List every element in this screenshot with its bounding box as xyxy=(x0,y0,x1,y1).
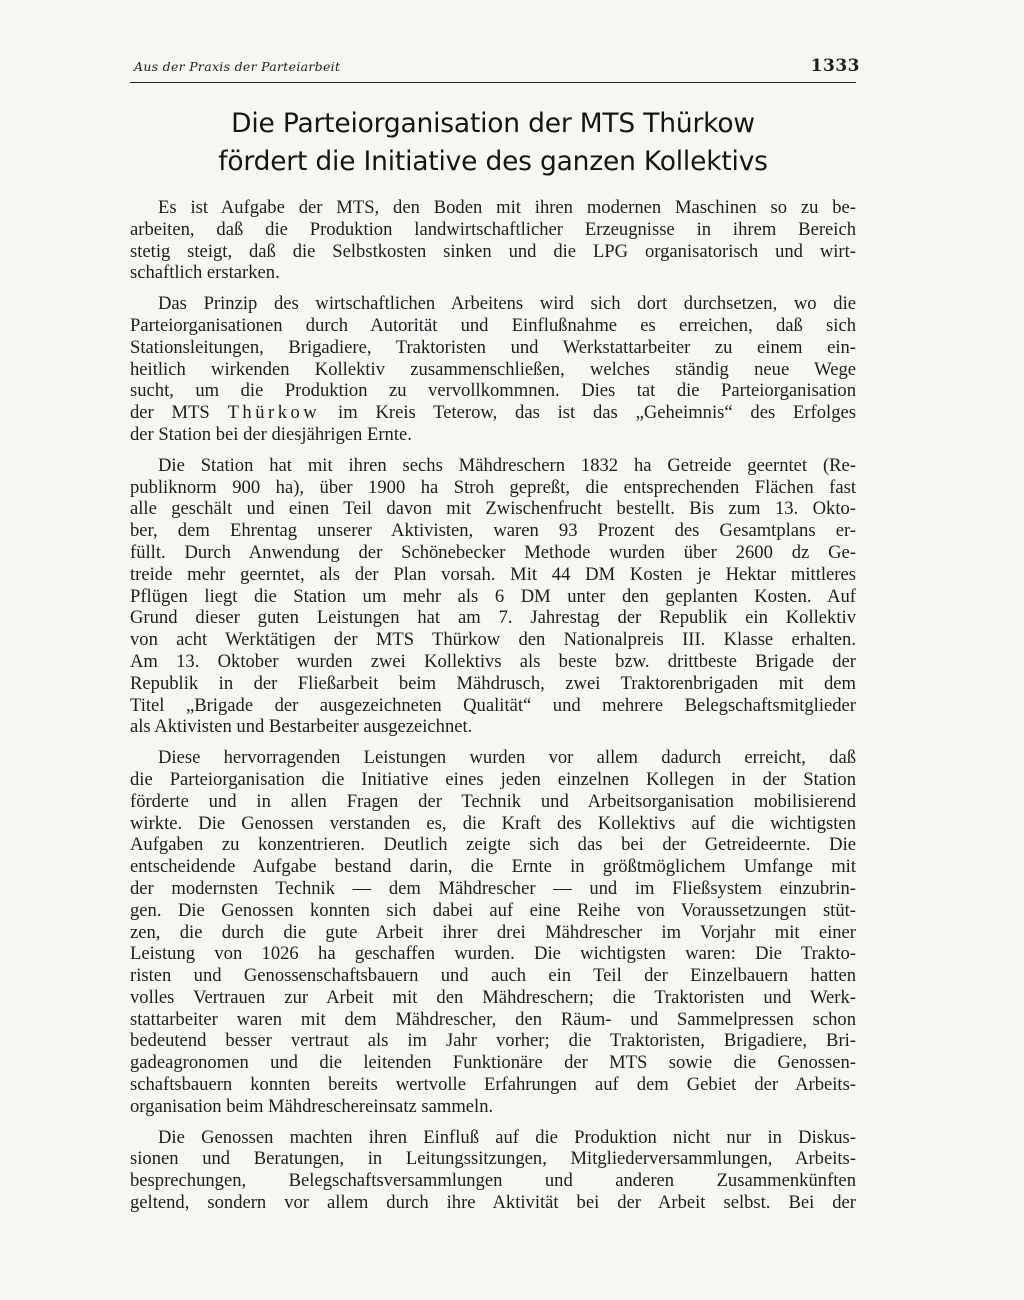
text-line: entscheidende Aufgabe bestand darin, die Ernte in größtmöglichem Umfange mit xyxy=(130,856,856,878)
section-label: Aus der Praxis der Parteiarbeit xyxy=(134,59,341,74)
text-line: ber, dem Ehrentag unserer Aktivisten, waren 93 Prozent des Gesamtplans er- xyxy=(130,520,856,542)
text-line: Es ist Aufgabe der MTS, den Boden mit ihren modernen Maschinen so zu be- xyxy=(158,197,856,218)
text-line: Die Station hat mit ihren sechs Mähdreschern 1832 ha Getreide geerntet (Re- xyxy=(158,454,856,476)
text-line: Stationsleitungen, Brigadiere, Traktoristen und Werkstattarbeiter zu einem ein- xyxy=(130,336,856,358)
text-segment: der MTS xyxy=(130,402,210,424)
text-line: Grund dieser guten Leistungen hat am 7. Jahrestag der Republik ein Kollektiv xyxy=(130,607,856,629)
paragraph-1 xyxy=(130,197,856,284)
paragraph-2 xyxy=(130,293,856,446)
text-line: organisation beim Mähdreschereinsatz sammeln. xyxy=(130,1095,494,1117)
article-title xyxy=(130,105,856,181)
text-line: die Parteiorganisation die Initiative eines jeden einzelnen Kollegen in der Station xyxy=(130,768,856,790)
text-line: sionen und Beratungen, in Leitungssitzungen, Mitgliederversammlungen, Arbeits- xyxy=(130,1148,856,1170)
text-line: Diese hervorragenden Leistungen wurden vor allem dadurch erreicht, daß xyxy=(158,747,856,769)
text-line: schaftlich erstarken. xyxy=(130,262,280,284)
paragraph-4 xyxy=(130,747,856,1118)
text-line: risten und Genossenschaftsbauern und auch ein Teil der Einzelbauern hatten xyxy=(130,965,856,987)
text-line: volles Vertrauen zur Arbeit mit den Mähdreschern; die Traktoristen und Werk- xyxy=(130,986,856,1008)
text-line: stattarbeiter waren mit dem Mähdrescher, den Räum- und Sammelpressen schon xyxy=(130,1008,856,1030)
text-line: Pflügen liegt die Station um mehr als 6 DM unter den geplanten Kosten. Auf xyxy=(130,585,856,607)
text-line: Das Prinzip des wirtschaftlichen Arbeitens wird sich dort durchsetzen, wo die xyxy=(158,293,856,315)
text-line: alle geschält und einen Teil davon mit Zwischenfrucht bestellt. Bis zum 13. Okto- xyxy=(130,498,856,520)
text-line: Am 13. Oktober wurden zwei Kollektivs als beste bzw. drittbeste Brigade der xyxy=(130,650,856,672)
text-line: Titel „Brigade der ausgezeichneten Qualität“ und mehrere Belegschaftsmitglieder xyxy=(130,694,856,716)
text-line: von acht Werktätigen der MTS Thürkow den Nationalpreis III. Klasse erhalten. xyxy=(130,629,856,651)
paragraph-3 xyxy=(130,455,856,738)
text-line: gadeagronomen und die leitenden Funktionäre der MTS sowie die Genossen- xyxy=(130,1052,856,1074)
text-line: der Station bei der diesjährigen Ernte. xyxy=(130,423,412,445)
text-segment: im Kreis Teterow, das ist das „Geheimnis“ des Erfolges xyxy=(338,402,856,424)
text-line: wirkte. Die Genossen verstanden es, die Kraft des Kollektivs auf die wichtigsten xyxy=(130,812,856,834)
article-body xyxy=(130,197,856,1214)
text-line: bedeutend besser vertraut als im Jahr vorher; die Traktoristen, Brigadiere, Bri- xyxy=(130,1030,856,1052)
text-line: Aufgaben zu konzentrieren. Deutlich zeigte sich das bei der Getreideernte. Die xyxy=(130,834,856,856)
text-line: heitlich wirkenden Kollektiv zusammenschließen, welches ständig neue Wege xyxy=(130,358,856,380)
spaced-place-name: Thürkow xyxy=(227,402,321,424)
paragraph-5 xyxy=(130,1127,856,1214)
text-line: als Aktivisten und Bestarbeiter ausgezeichnet. xyxy=(130,716,473,738)
text-line: Die Genossen machten ihren Einfluß auf die Produktion nicht nur in Diskus- xyxy=(158,1126,856,1148)
text-line: füllt. Durch Anwendung der Schönebecker Methode wurden über 2600 dz Ge- xyxy=(130,541,856,563)
text-line: stetig steigt, daß die Selbstkosten sinken und die LPG organisatorisch und wirt- xyxy=(130,240,856,262)
running-head xyxy=(130,56,860,83)
text-line-mixed xyxy=(130,402,856,424)
document-page xyxy=(130,56,860,1214)
text-line: Leistung von 1026 ha geschaffen wurden. Die wichtigsten waren: Die Trakto- xyxy=(130,943,856,965)
text-line: schaftsbauern konnten bereits wertvolle Erfahrungen auf dem Gebiet der Arbeits- xyxy=(130,1074,856,1096)
text-line: treide mehr geerntet, als der Plan vorsah. Mit 44 DM Kosten je Hektar mittleres xyxy=(130,563,856,585)
text-line: Republik in der Fließarbeit beim Mähdrusch, zwei Traktorenbrigaden mit dem xyxy=(130,672,856,694)
text-line: förderte und in allen Fragen der Technik und Arbeitsorganisation mobilisierend xyxy=(130,790,856,812)
text-line: publiknorm 900 ha), über 1900 ha Stroh gepreßt, die entsprechenden Flächen fast xyxy=(130,476,856,498)
title-line-2: fördert die Initiative des ganzen Kollektivs xyxy=(218,146,768,177)
text-line: sucht, um die Produktion zu vervollkommnen. Dies tat die Parteiorganisation xyxy=(130,380,856,402)
text-line: arbeiten, daß die Produktion landwirtschaftlicher Erzeugnisse in ihrem Bereich xyxy=(130,218,856,240)
text-line: besprechungen, Belegschaftsversammlungen und anderen Zusammenkünften xyxy=(130,1170,856,1192)
text-line: geltend, sondern vor allem durch ihre Aktivität bei der Arbeit selbst. Bei der xyxy=(130,1192,856,1214)
page-number: 1333 xyxy=(810,56,860,76)
text-line: Parteiorganisationen durch Autorität und Einflußnahme es erreichen, daß sich xyxy=(130,314,856,336)
text-line: der modernsten Technik — dem Mähdrescher — und im Fließsystem einzubrin- xyxy=(130,877,856,899)
title-line-1: Die Parteiorganisation der MTS Thürkow xyxy=(231,108,755,139)
text-line: zen, die durch die gute Arbeit ihrer drei Mähdrescher im Vorjahr mit einer xyxy=(130,921,856,943)
text-line: gen. Die Genossen konnten sich dabei auf eine Reihe von Voraussetzungen stüt- xyxy=(130,899,856,921)
